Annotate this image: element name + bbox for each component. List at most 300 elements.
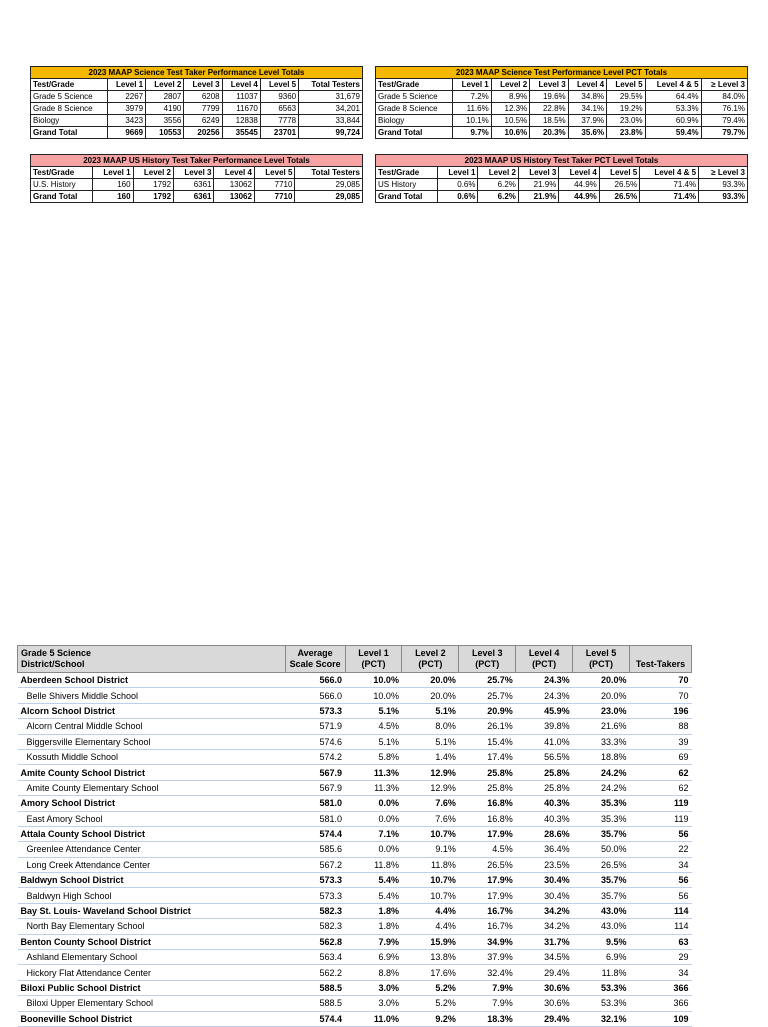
cell-value: 582.3 (285, 903, 345, 918)
table-title: 2023 MAAP Science Test Performance Level PCT Totals (376, 67, 748, 79)
cell-value: 562.8 (285, 934, 345, 949)
cell-value: 25.8% (459, 780, 516, 795)
cell-value: 10.1% (453, 115, 491, 127)
cell-value: 6.9% (573, 950, 630, 965)
table-row (376, 103, 748, 115)
cell-value: 4.5% (345, 719, 402, 734)
cell-value: 34.2% (516, 903, 573, 918)
cell-value: 581.0 (285, 796, 345, 811)
header-line: Level 1 (358, 648, 389, 658)
cell-value: 8.9% (491, 91, 529, 103)
row-label: Grade 8 Science (31, 103, 108, 115)
school-row (18, 857, 692, 872)
cell-value: Level 1 (438, 167, 478, 179)
cell-value: 7710 (254, 179, 294, 191)
cell-value: 4.5% (459, 842, 516, 857)
cell-value: 10.7% (402, 888, 459, 903)
district-row (18, 980, 692, 995)
cell-value: 6208 (184, 91, 222, 103)
school-name: Alcorn Central Middle School (18, 719, 286, 734)
cell-value: 9.5% (573, 934, 630, 949)
cell-value: 22 (630, 842, 692, 857)
header-line: (PCT) (475, 659, 500, 669)
cell-value: 567.9 (285, 780, 345, 795)
cell-value: 10.0% (345, 673, 402, 688)
district-name: Bay St. Louis- Waveland School District (18, 903, 286, 918)
cell-value: 63 (630, 934, 692, 949)
school-name: Baldwyn High School (18, 888, 286, 903)
district-name: Biloxi Public School District (18, 980, 286, 995)
cell-value: 37.9% (459, 950, 516, 965)
district-name: Aberdeen School District (18, 673, 286, 688)
cell-value: Level 5 (599, 167, 639, 179)
district-name: Benton County School District (18, 934, 286, 949)
row-label: Grand Total (31, 191, 93, 203)
cell-value: 23701 (260, 127, 298, 139)
cell-value: 6361 (174, 179, 214, 191)
cell-value: 34 (630, 857, 692, 872)
district-row (18, 903, 692, 918)
header-level1 (345, 646, 402, 673)
cell-value: 7.2% (453, 91, 491, 103)
cell-value: 16.8% (459, 796, 516, 811)
row-label: Grand Total (31, 127, 108, 139)
cell-value: 563.4 (285, 950, 345, 965)
cell-value: 20.0% (402, 688, 459, 703)
grand-total-row (376, 191, 748, 203)
cell-value: 26.5% (459, 857, 516, 872)
district-row (18, 673, 692, 688)
cell-value: 33.3% (573, 734, 630, 749)
table-body (18, 673, 692, 1027)
cell-value: 20.0% (573, 673, 630, 688)
cell-value: 60.9% (645, 115, 701, 127)
cell-value: 0.6% (438, 191, 478, 203)
cell-value: 4.4% (402, 919, 459, 934)
table-row (31, 91, 363, 103)
cell-value: 44.9% (559, 179, 599, 191)
cell-value: 25.8% (516, 780, 573, 795)
cell-value: 70 (630, 673, 692, 688)
cell-value: 160 (93, 191, 133, 203)
cell-value: 1792 (133, 179, 173, 191)
cell-value: 114 (630, 919, 692, 934)
district-name: Attala County School District (18, 826, 286, 841)
cell-value: 29,085 (295, 179, 363, 191)
cell-value: 12.9% (402, 765, 459, 780)
cell-value: Level 2 (146, 79, 184, 91)
cell-value: 5.2% (402, 996, 459, 1011)
school-name: Greenlee Attendance Center (18, 842, 286, 857)
cell-value: 2807 (146, 91, 184, 103)
district-name: Alcorn School District (18, 703, 286, 718)
school-row (18, 842, 692, 857)
header-line: District/School (21, 659, 85, 669)
cell-value: 7.6% (402, 796, 459, 811)
cell-value: 12838 (222, 115, 260, 127)
cell-value: 56 (630, 826, 692, 841)
cell-value: 6.9% (345, 950, 402, 965)
cell-value: 15.9% (402, 934, 459, 949)
cell-value: 8.0% (402, 719, 459, 734)
cell-value: 17.4% (459, 749, 516, 764)
school-name: Biloxi Upper Elementary School (18, 996, 286, 1011)
cell-value: 573.3 (285, 873, 345, 888)
cell-value: 20.0% (573, 688, 630, 703)
cell-value: 581.0 (285, 811, 345, 826)
cell-value: 24.3% (516, 688, 573, 703)
cell-value: 9.1% (402, 842, 459, 857)
cell-value: 35.7% (573, 888, 630, 903)
school-row (18, 688, 692, 703)
cell-value: 33,844 (299, 115, 363, 127)
cell-value: 114 (630, 903, 692, 918)
table-title: 2023 MAAP Science Test Taker Performance Level Totals (31, 67, 363, 79)
cell-value: 71.4% (640, 191, 699, 203)
row-label: Grade 5 Science (31, 91, 108, 103)
cell-value: ≥ Level 3 (699, 167, 748, 179)
cell-value: 26.5% (573, 857, 630, 872)
table-title: 2023 MAAP US History Test Taker Performance Level Totals (31, 155, 363, 167)
cell-value: 35.3% (573, 811, 630, 826)
cell-value: 1792 (133, 191, 173, 203)
school-row (18, 749, 692, 764)
cell-value: 15.4% (459, 734, 516, 749)
header-level3 (459, 646, 516, 673)
cell-value: 23.5% (516, 857, 573, 872)
table-row (31, 179, 363, 191)
cell-value: 2267 (107, 91, 145, 103)
header-line: Test-Takers (635, 659, 686, 669)
school-name: Kossuth Middle School (18, 749, 286, 764)
school-name: Ashland Elementary School (18, 950, 286, 965)
cell-value: 79.4% (701, 115, 747, 127)
cell-value: 582.3 (285, 919, 345, 934)
cell-value: 56 (630, 873, 692, 888)
cell-value: 39 (630, 734, 692, 749)
cell-value: 30.4% (516, 888, 573, 903)
cell-value: 99,724 (299, 127, 363, 139)
cell-value: 366 (630, 996, 692, 1011)
cell-value: Level 1 (93, 167, 133, 179)
district-row (18, 1011, 692, 1026)
cell-value: 366 (630, 980, 692, 995)
cell-value: 119 (630, 796, 692, 811)
school-name: Belle Shivers Middle School (18, 688, 286, 703)
grand-total-row (376, 127, 748, 139)
cell-value: 5.8% (345, 749, 402, 764)
cell-value: 1.8% (345, 919, 402, 934)
cell-value: Level 4 (214, 167, 254, 179)
cell-value: 93.3% (699, 191, 748, 203)
cell-value: 0.0% (345, 811, 402, 826)
cell-value: 566.0 (285, 673, 345, 688)
cell-value: 6563 (260, 103, 298, 115)
cell-value: 10.7% (402, 873, 459, 888)
cell-value: 109 (630, 1011, 692, 1026)
school-row (18, 811, 692, 826)
cell-value: Level 3 (518, 167, 558, 179)
cell-value: 53.3% (573, 980, 630, 995)
header-test-takers (630, 646, 692, 673)
cell-value: 574.4 (285, 1011, 345, 1026)
header-line: Level 5 (585, 648, 617, 658)
cell-value: 26.5% (599, 179, 639, 191)
cell-value: Level 2 (133, 167, 173, 179)
district-row (18, 826, 692, 841)
cell-value: 3.0% (345, 996, 402, 1011)
cell-value: 588.5 (285, 980, 345, 995)
row-label: Grade 8 Science (376, 103, 453, 115)
cell-value: 11670 (222, 103, 260, 115)
cell-value: 5.1% (345, 734, 402, 749)
cell-value: 56 (630, 888, 692, 903)
cell-value: 29.5% (607, 91, 645, 103)
cell-value: 573.3 (285, 703, 345, 718)
cell-value: 25.8% (459, 765, 516, 780)
table-header-row (31, 79, 363, 91)
header-district-school (18, 646, 286, 673)
school-row (18, 719, 692, 734)
table-header-row (18, 646, 692, 673)
cell-value: 88 (630, 719, 692, 734)
cell-value: Level 1 (107, 79, 145, 91)
cell-value: 44.9% (559, 191, 599, 203)
cell-value: 567.2 (285, 857, 345, 872)
cell-value: 3423 (107, 115, 145, 127)
cell-value: 10.5% (491, 115, 529, 127)
header-level2 (402, 646, 459, 673)
cell-value: 9.2% (402, 1011, 459, 1026)
school-name: East Amory School (18, 811, 286, 826)
row-label: Grade 5 Science (376, 91, 453, 103)
cell-value: 585.6 (285, 842, 345, 857)
cell-value: 588.5 (285, 996, 345, 1011)
grade5-science-district-table (17, 645, 692, 1027)
cell-value: 24.3% (516, 673, 573, 688)
science-pct-table (375, 66, 748, 139)
cell-value: 30.4% (516, 873, 573, 888)
school-name: Amite County Elementary School (18, 780, 286, 795)
table-header-row (31, 167, 363, 179)
district-row (18, 873, 692, 888)
table-title: 2023 MAAP US History Test Taker PCT Level Totals (376, 155, 748, 167)
cell-value: 574.6 (285, 734, 345, 749)
cell-value: Level 3 (184, 79, 222, 91)
row-label: US History (376, 179, 438, 191)
cell-value: 11.0% (345, 1011, 402, 1026)
cell-value: 11.8% (573, 965, 630, 980)
cell-value: 76.1% (701, 103, 747, 115)
header-line: (PCT) (589, 659, 614, 669)
cell-value: 24.2% (573, 780, 630, 795)
cell-value: Level 1 (453, 79, 491, 91)
cell-value: 18.5% (530, 115, 568, 127)
school-row (18, 780, 692, 795)
cell-value: 35.6% (568, 127, 606, 139)
cell-value: 59.4% (645, 127, 701, 139)
cell-value: 1.4% (402, 749, 459, 764)
cell-value: 62 (630, 765, 692, 780)
cell-value: 16.7% (459, 919, 516, 934)
grand-total-row (31, 191, 363, 203)
header-line: (PCT) (361, 659, 386, 669)
school-name: Hickory Flat Attendance Center (18, 965, 286, 980)
cell-value: 574.4 (285, 826, 345, 841)
school-row (18, 965, 692, 980)
cell-value: Total Testers (299, 79, 363, 91)
cell-value: 17.9% (459, 888, 516, 903)
cell-value: 20.0% (402, 673, 459, 688)
cell-value: 566.0 (285, 688, 345, 703)
cell-value: 3979 (107, 103, 145, 115)
table-row (376, 115, 748, 127)
cell-value: 34.2% (516, 919, 573, 934)
cell-value: 25.7% (459, 673, 516, 688)
cell-value: 34.5% (516, 950, 573, 965)
cell-value: 20.3% (530, 127, 568, 139)
cell-value: 53.3% (645, 103, 701, 115)
row-label: Grand Total (376, 191, 438, 203)
school-row (18, 996, 692, 1011)
school-name: Biggersville Elementary School (18, 734, 286, 749)
cell-value: 35.3% (573, 796, 630, 811)
school-row (18, 919, 692, 934)
header-line: Average (297, 648, 333, 658)
cell-value: 84.0% (701, 91, 747, 103)
district-name: Booneville School District (18, 1011, 286, 1026)
cell-value: Level 4 & 5 (640, 167, 699, 179)
header-line: (PCT) (418, 659, 443, 669)
cell-value: 13062 (214, 191, 254, 203)
cell-value: Total Testers (295, 167, 363, 179)
table-row (376, 179, 748, 191)
row-label: Test/Grade (31, 167, 93, 179)
cell-value: 18.3% (459, 1011, 516, 1026)
cell-value: 34 (630, 965, 692, 980)
table-row (376, 91, 748, 103)
cell-value: 7710 (254, 191, 294, 203)
cell-value: 40.3% (516, 796, 573, 811)
district-name: Amite County School District (18, 765, 286, 780)
table-row (31, 103, 363, 115)
cell-value: 29.4% (516, 1011, 573, 1026)
cell-value: 13.8% (402, 950, 459, 965)
grand-total-row (31, 127, 363, 139)
school-name: North Bay Elementary School (18, 919, 286, 934)
row-label: Biology (376, 115, 453, 127)
district-name: Baldwyn School District (18, 873, 286, 888)
cell-value: Level 2 (478, 167, 518, 179)
row-label: Test/Grade (376, 79, 453, 91)
cell-value: 22.8% (530, 103, 568, 115)
school-name: Long Creek Attendance Center (18, 857, 286, 872)
cell-value: 20256 (184, 127, 222, 139)
cell-value: 9669 (107, 127, 145, 139)
cell-value: 17.6% (402, 965, 459, 980)
cell-value: 11.8% (402, 857, 459, 872)
cell-value: 24.2% (573, 765, 630, 780)
cell-value: 0.0% (345, 796, 402, 811)
header-line: (PCT) (532, 659, 557, 669)
cell-value: 3556 (146, 115, 184, 127)
cell-value: 64.4% (645, 91, 701, 103)
cell-value: Level 4 (559, 167, 599, 179)
cell-value: 36.4% (516, 842, 573, 857)
cell-value: 34,201 (299, 103, 363, 115)
cell-value: 4190 (146, 103, 184, 115)
cell-value: 23.8% (607, 127, 645, 139)
cell-value: 29 (630, 950, 692, 965)
cell-value: Level 4 (222, 79, 260, 91)
row-label: Test/Grade (31, 79, 108, 91)
cell-value: 29,085 (295, 191, 363, 203)
cell-value: 19.6% (530, 91, 568, 103)
cell-value: 10.0% (345, 688, 402, 703)
cell-value: 8.8% (345, 965, 402, 980)
header-line: Level 2 (415, 648, 446, 658)
cell-value: 31,679 (299, 91, 363, 103)
cell-value: Level 4 (568, 79, 606, 91)
school-row (18, 950, 692, 965)
cell-value: 23.0% (607, 115, 645, 127)
cell-value: 17.9% (459, 873, 516, 888)
cell-value: 5.1% (345, 703, 402, 718)
cell-value: 571.9 (285, 719, 345, 734)
header-level4 (516, 646, 573, 673)
cell-value: 562.2 (285, 965, 345, 980)
cell-value: 0.6% (438, 179, 478, 191)
row-label: U.S. History (31, 179, 93, 191)
cell-value: 25.8% (516, 765, 573, 780)
cell-value: Level 3 (174, 167, 214, 179)
cell-value: 6.2% (478, 191, 518, 203)
cell-value: 5.2% (402, 980, 459, 995)
history-pct-table (375, 154, 748, 203)
cell-value: 10553 (146, 127, 184, 139)
cell-value: 50.0% (573, 842, 630, 857)
cell-value: Level 2 (491, 79, 529, 91)
cell-value: 23.0% (573, 703, 630, 718)
header-line: Grade 5 Science (21, 648, 92, 658)
cell-value: 30.6% (516, 996, 573, 1011)
cell-value: 21.9% (518, 179, 558, 191)
cell-value: 28.6% (516, 826, 573, 841)
district-row (18, 703, 692, 718)
cell-value: 574.2 (285, 749, 345, 764)
cell-value: 6361 (174, 191, 214, 203)
district-name: Amory School District (18, 796, 286, 811)
cell-value: Level 4 & 5 (645, 79, 701, 91)
cell-value: 11.3% (345, 765, 402, 780)
cell-value: 7.1% (345, 826, 402, 841)
cell-value: 53.3% (573, 996, 630, 1011)
cell-value: 32.1% (573, 1011, 630, 1026)
history-totals-table (30, 154, 363, 203)
cell-value: 13062 (214, 179, 254, 191)
district-row (18, 765, 692, 780)
cell-value: 37.9% (568, 115, 606, 127)
cell-value: 41.0% (516, 734, 573, 749)
cell-value: 573.3 (285, 888, 345, 903)
header-line: Level 3 (472, 648, 503, 658)
header-avg-scale-score (285, 646, 345, 673)
cell-value: 7778 (260, 115, 298, 127)
cell-value: 56.5% (516, 749, 573, 764)
cell-value: 43.0% (573, 919, 630, 934)
cell-value: 5.1% (402, 703, 459, 718)
district-row (18, 934, 692, 949)
